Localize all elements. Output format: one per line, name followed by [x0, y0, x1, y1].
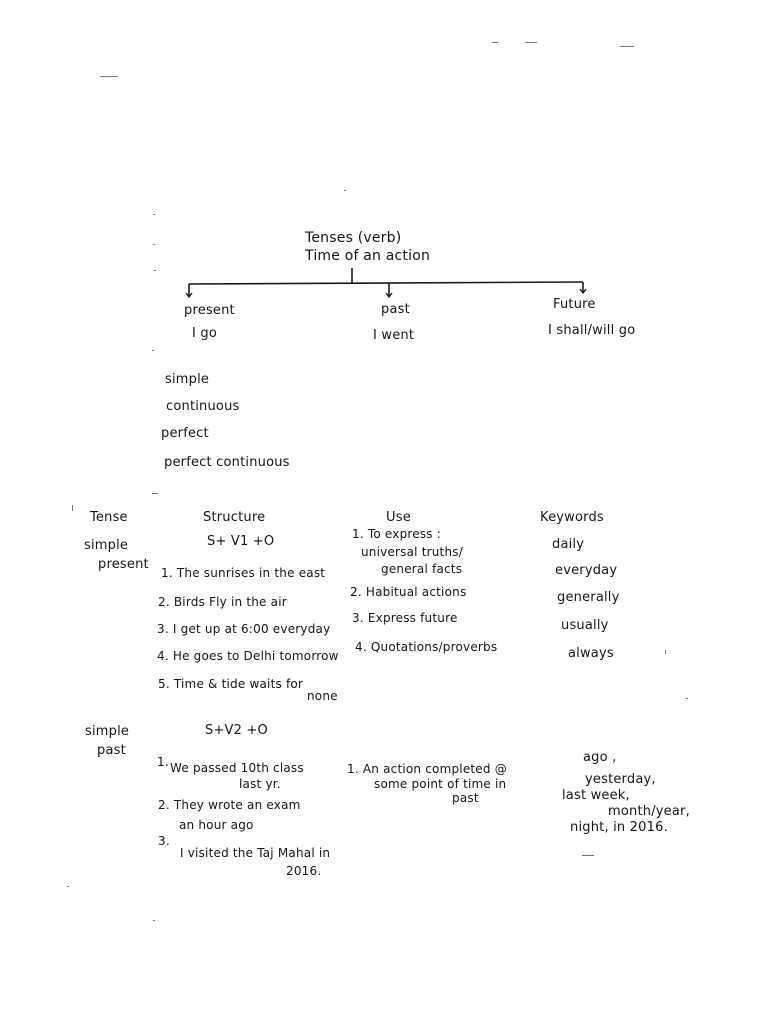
simple-present-keyword: usually [561, 618, 609, 633]
scan-speck [72, 505, 73, 511]
page-title: Tenses (verb) [305, 230, 402, 246]
simple-past-example: 2. They wrote an exam [158, 798, 301, 812]
aspect-item: perfect continuous [164, 455, 290, 470]
simple-present-keyword: always [568, 646, 614, 661]
scan-speck [620, 46, 634, 47]
aspect-item: simple [165, 372, 210, 387]
simple-present-example: none [307, 689, 338, 703]
simple-present-use: general facts [381, 562, 463, 576]
scan-speck [152, 493, 158, 494]
simple-present-use: 1. To express : [352, 527, 442, 541]
simple-present-example: 2. Birds Fly in the air [158, 595, 287, 609]
simple-past-example: 2016. [286, 864, 322, 878]
simple-past-keyword: yesterday, [585, 772, 656, 787]
branch-future-label: Future [553, 297, 596, 312]
scan-speck [152, 350, 154, 351]
branch-past-example: I went [373, 328, 415, 343]
simple-past-use: past [452, 791, 479, 805]
simple-present-keyword: everyday [555, 563, 618, 578]
simple-present-use: 3. Express future [352, 611, 458, 625]
simple-present-structure: S+ V1 +O [207, 534, 275, 549]
column-header-structure: Structure [203, 510, 266, 525]
simple-present-example: 4. He goes to Delhi tomorrow [157, 649, 339, 663]
tree-branch-line [189, 282, 583, 284]
simple-past-keyword: last week, [562, 788, 630, 803]
simple-past-keyword: ago , [583, 750, 617, 765]
simple-past-use: some point of time in [374, 777, 507, 791]
simple-present-example: 5. Time & tide waits for [158, 677, 304, 691]
aspect-item: perfect [161, 426, 209, 441]
scan-speck [100, 76, 118, 77]
branch-present-label: present [184, 303, 235, 318]
aspect-item: continuous [166, 399, 240, 414]
column-header-tense: Tense [90, 510, 128, 525]
scan-speck [154, 270, 156, 271]
scan-speck [153, 214, 155, 215]
branch-present-example: I go [192, 326, 217, 341]
scan-speck [665, 650, 666, 654]
simple-past-keyword: night, in 2016. [570, 820, 668, 835]
scan-speck [153, 244, 155, 245]
scan-speck [525, 42, 537, 43]
scan-speck [67, 886, 69, 887]
scan-speck [153, 920, 155, 921]
column-header-use: Use [386, 510, 411, 525]
simple-present-label: simple [84, 538, 129, 553]
simple-present-label: present [98, 557, 149, 572]
simple-present-example: 1. The sunrises in the east [161, 566, 326, 580]
page-subtitle: Time of an action [305, 248, 431, 264]
simple-past-example: 1. [157, 755, 169, 769]
branch-past-label: past [381, 302, 410, 317]
simple-present-use: universal truths/ [361, 545, 463, 559]
simple-present-keyword: daily [552, 537, 585, 552]
simple-past-example: an hour ago [179, 818, 254, 832]
simple-past-example: 3. [158, 834, 170, 848]
simple-present-keyword: generally [557, 590, 620, 605]
simple-past-keyword: month/year, [608, 804, 690, 819]
simple-past-use: 1. An action completed @ [347, 762, 507, 776]
scan-speck [582, 855, 594, 856]
simple-past-example: I visited the Taj Mahal in [180, 846, 331, 860]
simple-past-structure: S+V2 +O [205, 723, 268, 738]
scan-speck [686, 698, 688, 699]
simple-past-example: We passed 10th class [170, 761, 304, 775]
simple-present-example: 3. I get up at 6:00 everyday [157, 622, 331, 636]
simple-past-label: simple [85, 724, 130, 739]
scan-speck [492, 42, 498, 43]
branch-future-example: I shall/will go [548, 323, 636, 338]
simple-past-example: last yr. [239, 777, 281, 791]
simple-past-label: past [97, 743, 126, 758]
simple-present-use: 2. Habitual actions [350, 585, 467, 599]
simple-present-use: 4. Quotations/proverbs [355, 640, 498, 654]
scan-speck [344, 190, 346, 191]
column-header-keywords: Keywords [540, 510, 604, 525]
